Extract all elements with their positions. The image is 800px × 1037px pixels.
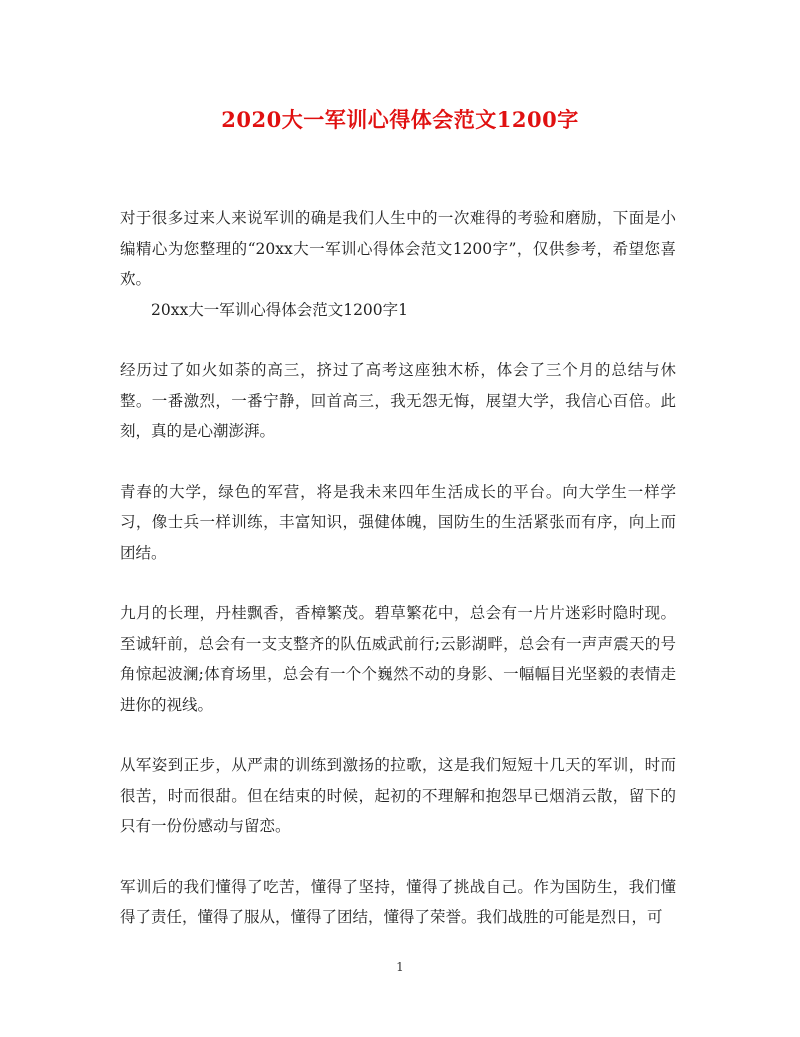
body-paragraph: 青春的大学，绿色的军营，将是我未来四年生活成长的平台。向大学生一样学习，像士兵一样训练，丰富知识，强健体魄，国防生的生活紧张而有序，向上而团结。 [120,482,676,562]
paragraph-spacer [120,568,676,598]
body-paragraph: 九月的长理，丹桂飘香，香樟繁茂。碧草繁花中，总会有一片片迷彩时隐时现。至诚轩前，总会有一支支整齐的队伍威武前行;云影湖畔，总会有一声声震天的号角惊起波澜;体育场里，总会有一个个巍然不动的身影、一幅幅目光坚毅的表情走进你的视线。 [120,604,676,714]
body-paragraph: 经历过了如火如荼的高三，挤过了高考这座独木桥，体会了三个月的总结与休整。一番激烈，一番宁静，回首高三，我无怨无悔，展望大学，我信心百倍。此刻，真的是心潮澎湃。 [120,361,676,440]
document-title: 2020大一军训心得体会范文1200字 [221,107,579,132]
document-body [120,203,676,933]
paragraph-spacer [120,842,676,872]
section-heading: 20xx大一军训心得体会范文1200字1 [151,300,409,319]
paragraph-spacer [120,447,676,477]
body-paragraph: 军训后的我们懂得了吃苦，懂得了坚持，懂得了挑战自己。作为国防生，我们懂得了责任，懂得了服从，懂得了团结，懂得了荣誉。我们战胜的可能是烈日，可 [120,877,676,926]
paragraph-spacer [120,720,676,750]
paragraph-spacer [120,325,676,355]
body-paragraph: 从军姿到正步，从严肃的训练到激扬的拉歌，这是我们短短十几天的军训，时而很苦，时而很甜。但在结束的时候，起初的不理解和抱怨早已烟消云散，留下的只有一份份感动与留恋。 [120,756,676,835]
page-number: 1 [396,960,404,974]
intro-paragraph: 对于很多过来人来说军训的确是我们人生中的一次难得的考验和磨励，下面是小编精心为您整理的“20xx大一军训心得体会范文1200字”，仅供参考，希望您喜欢。 [120,209,676,288]
